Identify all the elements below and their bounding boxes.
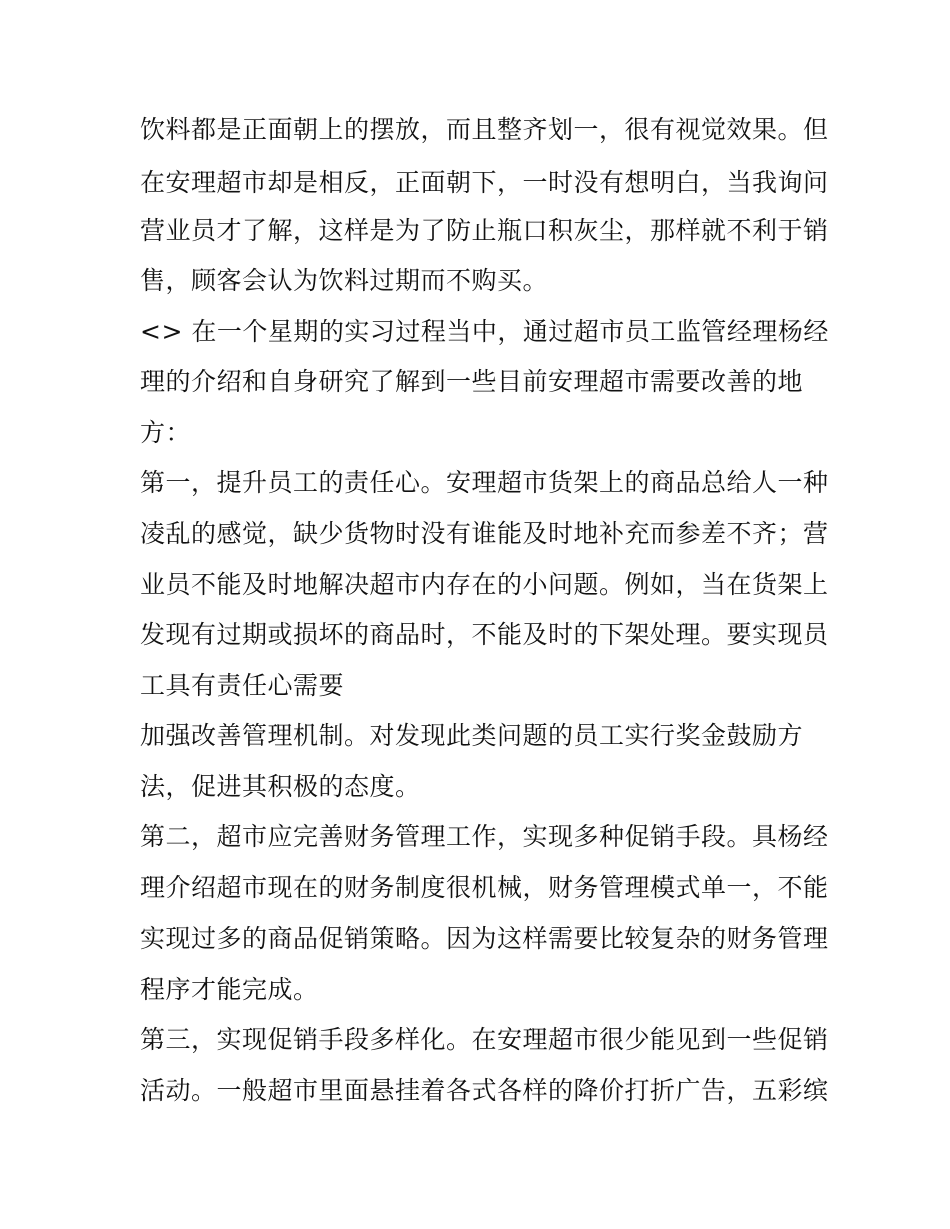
text-line: 售，顾客会认为饮料过期而不购买。 [140, 266, 549, 295]
text-line: 在安理超市却是相反，正面朝下，一时没有想明白，当我询问 [140, 168, 829, 197]
text-line: 活动。一般超市里面悬挂着各式各样的降价打折广告，五彩缤 [140, 1076, 829, 1105]
text-line: 营业员才了解，这样是为了防止瓶口积灰尘，那样就不利于销 [140, 216, 829, 245]
text-line: 工具有责任心需要 [140, 671, 345, 700]
text-line: 凌乱的感觉，缺少货物时没有谁能及时地补充而参差不齐；营 [140, 519, 829, 548]
text-line: 饮料都是正面朝上的摆放，而且整齐划一，很有视觉效果。但 [140, 115, 829, 144]
text-line: 实现过多的商品促销策略。因为这样需要比较复杂的财务管理 [140, 924, 829, 953]
text-line: 法，促进其积极的态度。 [140, 772, 421, 801]
text-line: 理介绍超市现在的财务制度很机械，财务管理模式单一，不能 [140, 873, 829, 902]
text-line: 方： [140, 418, 192, 447]
text-line: 发现有过期或损坏的商品时，不能及时的下架处理。要实现员 [140, 620, 829, 649]
text-line: 业员不能及时地解决超市内存在的小问题。例如，当在货架上 [140, 570, 829, 599]
text-line: 理的介绍和自身研究了解到一些目前安理超市需要改善的地 [140, 367, 804, 396]
text-line: 程序才能完成。 [140, 975, 319, 1004]
text-line: 第三，实现促销手段多样化。在安理超市很少能见到一些促销 [140, 1025, 829, 1054]
text-line: 第一，提升员工的责任心。安理超市货架上的商品总给人一种 [140, 468, 829, 497]
text-line: 第二，超市应完善财务管理工作，实现多种促销手段。具杨经 [140, 822, 829, 851]
text-line: <> 在一个星期的实习过程当中，通过超市员工监管经理杨经 [140, 317, 829, 346]
text-line: 加强改善管理机制。对发现此类问题的员工实行奖金鼓励方 [140, 721, 804, 750]
